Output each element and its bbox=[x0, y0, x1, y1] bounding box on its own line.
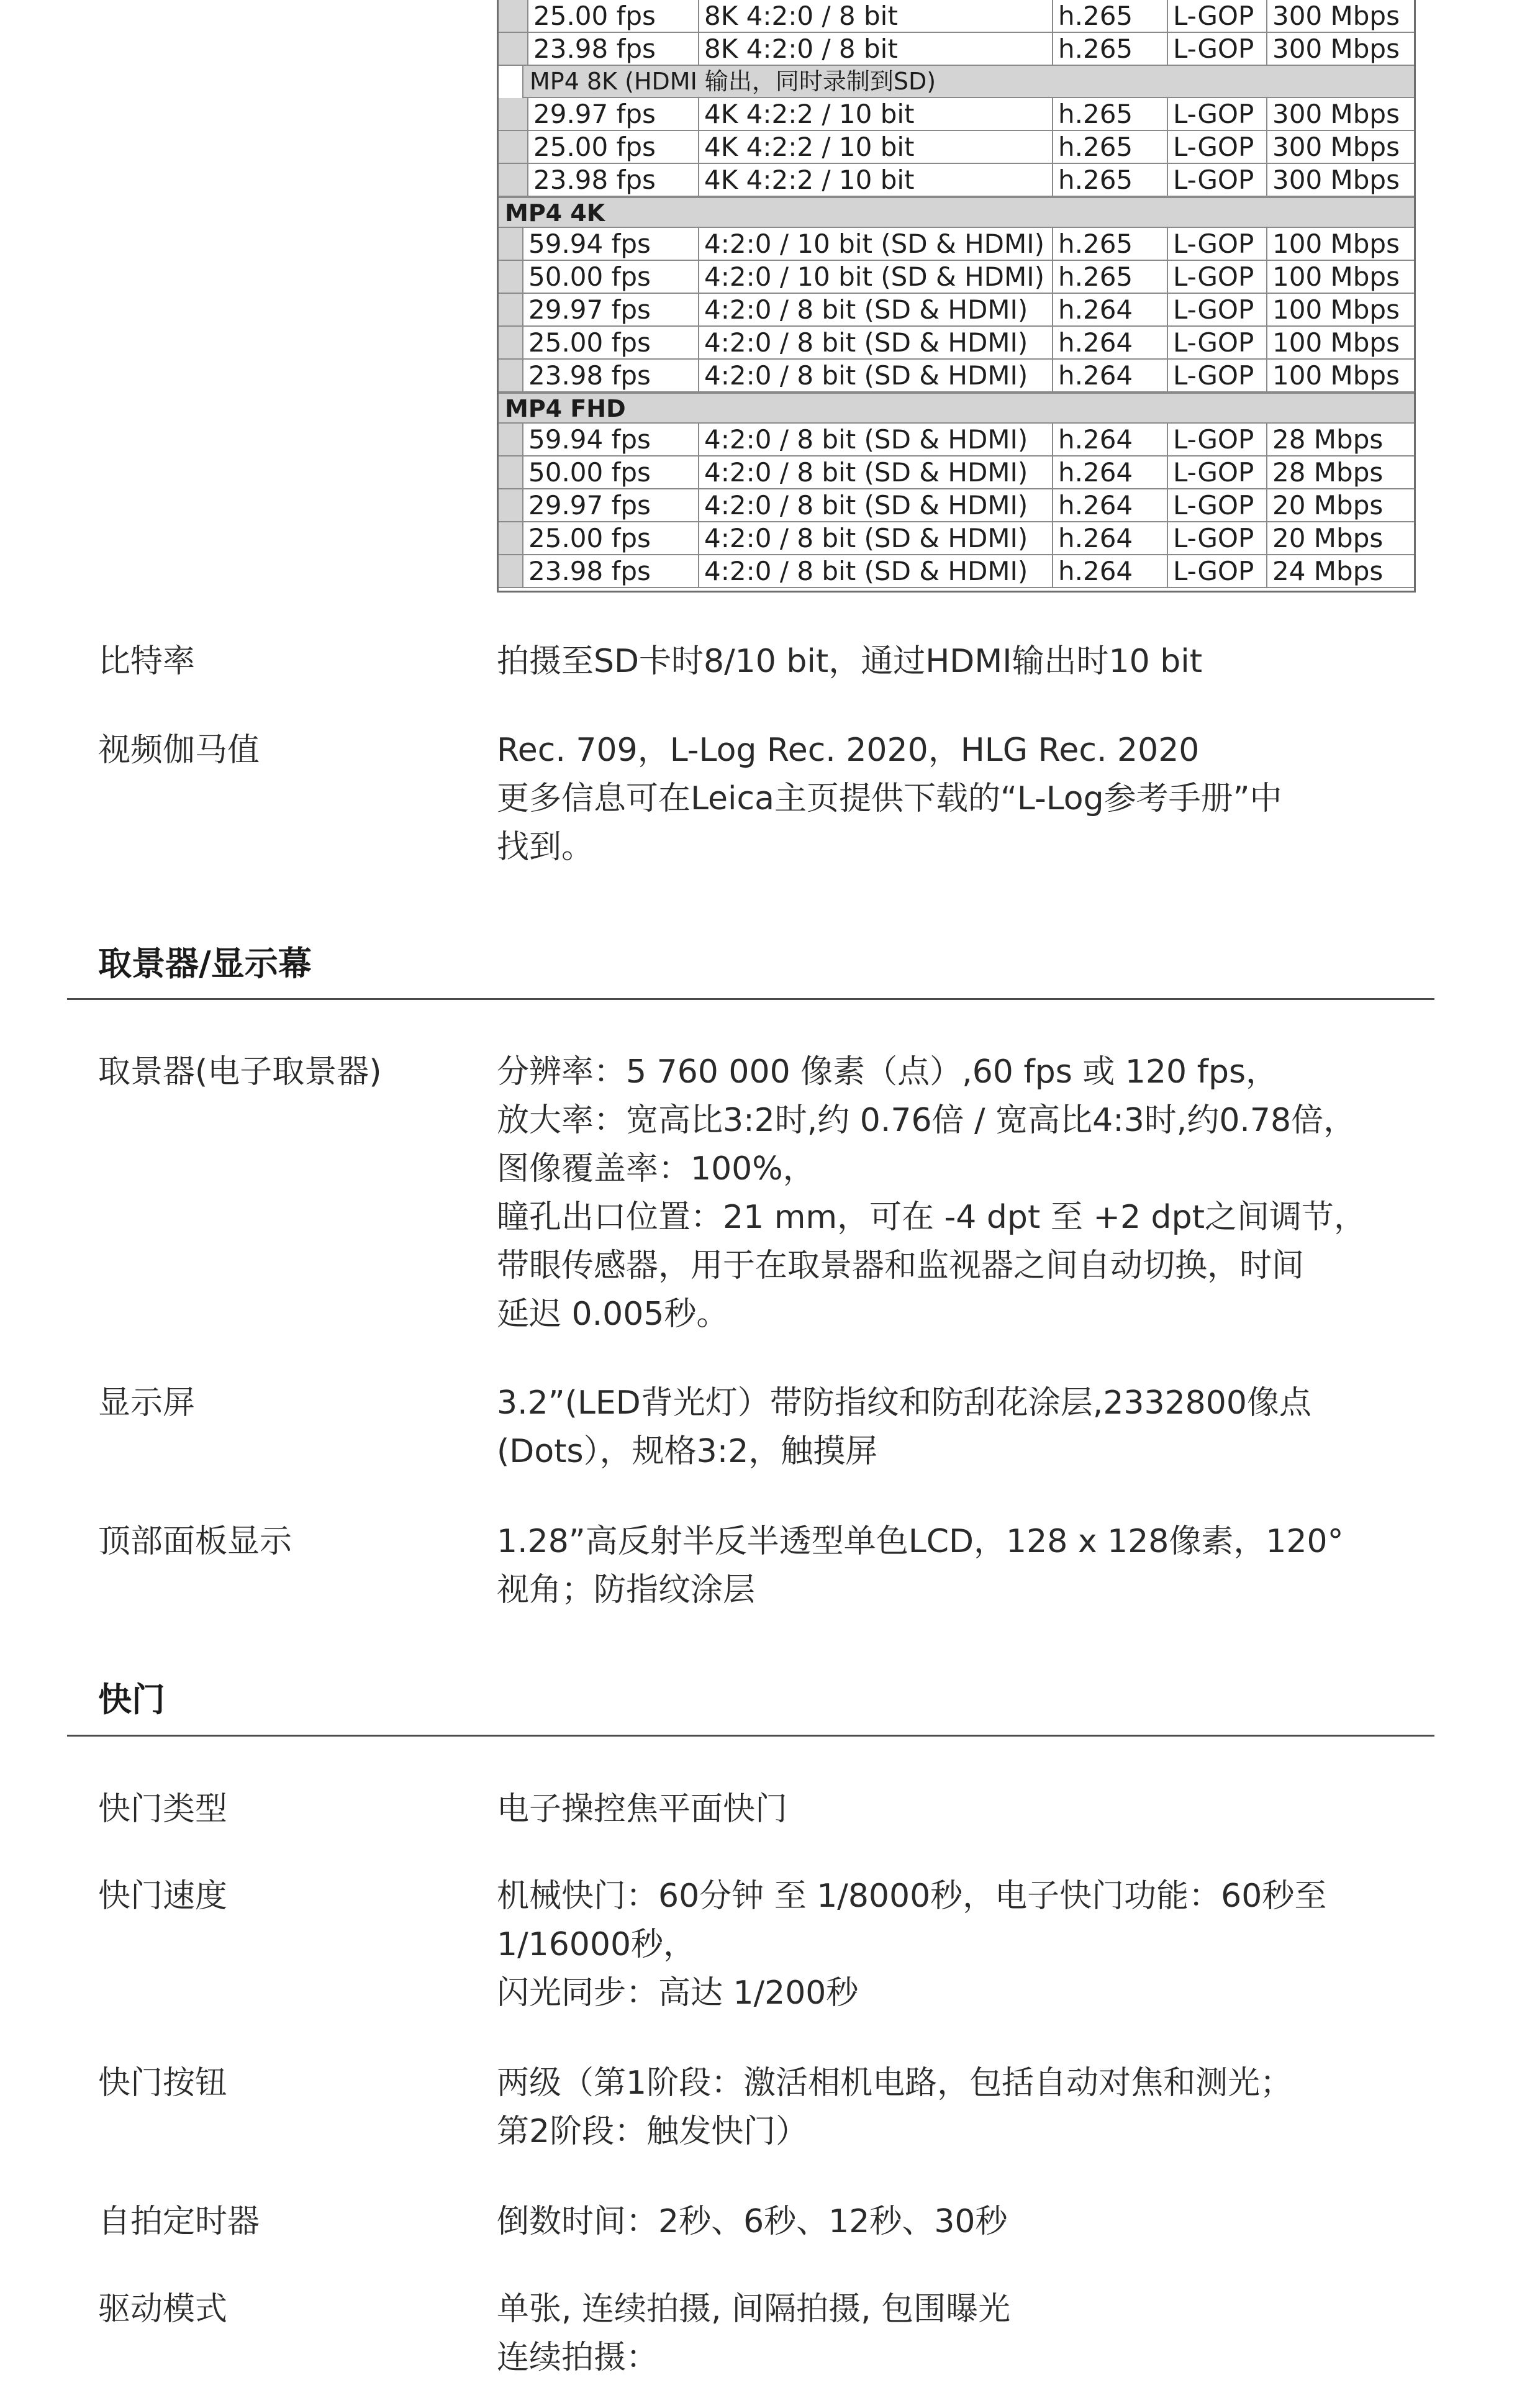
table-cell-fps: 29.97 fps bbox=[522, 294, 698, 325]
table-row-indent bbox=[499, 457, 522, 488]
table-row-indent bbox=[499, 131, 527, 163]
spec-label-shutter-speed: 快门速度 bbox=[98, 1878, 228, 1915]
spec-value-line: 带眼传感器，用于在取景器和监视器之间自动切换，时间 bbox=[497, 1247, 1305, 1284]
table-cell-codec: h.264 bbox=[1052, 327, 1167, 358]
spec-value-line: (Dots），规格3:2，触摸屏 bbox=[497, 1433, 878, 1470]
table-cell-codec: h.264 bbox=[1052, 522, 1167, 554]
table-cell-format: 8K 4:2:0 / 8 bit bbox=[698, 33, 1052, 65]
table-cell-bitrate: 20 Mbps bbox=[1266, 522, 1414, 554]
table-cell-codec: h.265 bbox=[1052, 228, 1167, 260]
spec-value-display bbox=[497, 1379, 1441, 1476]
table-row bbox=[499, 164, 1414, 197]
table-group-4k-rows bbox=[499, 228, 1414, 393]
spec-label-top-display: 顶部面板显示 bbox=[98, 1523, 292, 1560]
table-cell-format: 4:2:0 / 8 bit (SD & HDMI) bbox=[698, 457, 1052, 488]
table-cell-format: 4:2:0 / 8 bit (SD & HDMI) bbox=[698, 522, 1052, 554]
table-cell-bitrate: 28 Mbps bbox=[1266, 457, 1414, 488]
table-cell-bitrate: 300 Mbps bbox=[1266, 98, 1414, 130]
table-cell-codec: h.264 bbox=[1052, 360, 1167, 391]
table-cell-codec: h.264 bbox=[1052, 424, 1167, 455]
table-row bbox=[499, 457, 1414, 489]
spec-label-gamma: 视频伽马值 bbox=[98, 732, 260, 769]
table-cell-gop: L-GOP bbox=[1167, 131, 1266, 163]
table-row-indent bbox=[499, 294, 522, 325]
table-cell-codec: h.265 bbox=[1052, 261, 1167, 293]
table-cell-gop: L-GOP bbox=[1167, 555, 1266, 587]
table-cell-fps: 23.98 fps bbox=[527, 33, 698, 65]
table-row-indent bbox=[499, 522, 522, 554]
table-row-indent bbox=[499, 98, 527, 130]
spec-label-shutter-type: 快门类型 bbox=[98, 1791, 228, 1828]
table-cell-fps: 50.00 fps bbox=[522, 261, 698, 293]
section-title-shutter: 快门 bbox=[98, 1680, 165, 1719]
spec-value-line: 分辨率：5 760 000 像素（点）,60 fps 或 120 fps， bbox=[497, 1053, 1279, 1091]
table-cell-bitrate: 100 Mbps bbox=[1266, 294, 1414, 325]
table-group-title-fhd: MP4 FHD bbox=[499, 393, 1414, 424]
table-cell-fps: 25.00 fps bbox=[522, 327, 698, 358]
spec-label-drive-mode: 驱动模式 bbox=[98, 2291, 228, 2328]
spec-value-line: 视角；防指纹涂层 bbox=[497, 1571, 756, 1609]
table-row-indent bbox=[499, 489, 522, 521]
spec-value-bitrate bbox=[497, 637, 1441, 686]
spec-value-line: 瞳孔出口位置：21 mm，可在 -4 dpt 至 +2 dpt之间调节， bbox=[497, 1199, 1366, 1236]
table-row bbox=[499, 555, 1414, 588]
table-cell-bitrate: 100 Mbps bbox=[1266, 228, 1414, 260]
table-cell-gop: L-GOP bbox=[1167, 522, 1266, 554]
table-row bbox=[499, 522, 1414, 555]
table-cell-gop: L-GOP bbox=[1167, 294, 1266, 325]
table-cell-fps: 29.97 fps bbox=[522, 489, 698, 521]
table-cell-codec: h.264 bbox=[1052, 489, 1167, 521]
table-row bbox=[499, 98, 1414, 131]
spec-label-shutter-button: 快门按钮 bbox=[98, 2065, 228, 2102]
spec-value-line: 延迟 0.005秒。 bbox=[497, 1296, 729, 1333]
table-row-indent bbox=[499, 228, 522, 260]
spec-value-gamma bbox=[497, 726, 1441, 871]
table-cell-format: 4:2:0 / 8 bit (SD & HDMI) bbox=[698, 489, 1052, 521]
table-cell-codec: h.265 bbox=[1052, 0, 1167, 32]
table-cell-format: 4:2:0 / 10 bit (SD & HDMI) bbox=[698, 228, 1052, 260]
table-row-indent bbox=[499, 164, 527, 196]
table-cell-fps: 59.94 fps bbox=[522, 228, 698, 260]
table-cell-codec: h.265 bbox=[1052, 131, 1167, 163]
spec-value-top-display bbox=[497, 1517, 1441, 1614]
table-row bbox=[499, 33, 1414, 66]
table-cell-gop: L-GOP bbox=[1167, 0, 1266, 32]
spec-value-drive-mode bbox=[497, 2285, 1441, 2382]
spec-value-line: 机械快门：60分钟 至 1/8000秒，电子快门功能：60秒至 bbox=[497, 1878, 1327, 1915]
table-cell-bitrate: 100 Mbps bbox=[1266, 261, 1414, 293]
table-cell-codec: h.265 bbox=[1052, 98, 1167, 130]
table-row-indent bbox=[499, 327, 522, 358]
table-row-indent bbox=[499, 360, 522, 391]
table-row bbox=[499, 228, 1414, 261]
table-row bbox=[499, 0, 1414, 33]
table-cell-format: 4:2:0 / 8 bit (SD & HDMI) bbox=[698, 424, 1052, 455]
table-cell-bitrate: 300 Mbps bbox=[1266, 164, 1414, 196]
table-cell-gop: L-GOP bbox=[1167, 164, 1266, 196]
spec-value-line: 1.28”高反射半反半透型单色LCD，128 x 128像素，120° bbox=[497, 1523, 1344, 1560]
spec-label-display: 显示屏 bbox=[98, 1384, 196, 1422]
spec-value-line: 拍摄至SD卡时8/10 bit，通过HDMI输出时10 bit bbox=[497, 643, 1203, 680]
table-cell-bitrate: 300 Mbps bbox=[1266, 33, 1414, 65]
spec-value-line: 倒数时间：2秒、6秒、12秒、30秒 bbox=[497, 2203, 1008, 2240]
table-cell-gop: L-GOP bbox=[1167, 327, 1266, 358]
table-row bbox=[499, 261, 1414, 294]
table-group-8k-hdmi-rows bbox=[499, 98, 1414, 197]
table-cell-gop: L-GOP bbox=[1167, 33, 1266, 65]
table-cell-bitrate: 20 Mbps bbox=[1266, 489, 1414, 521]
table-cell-gop: L-GOP bbox=[1167, 261, 1266, 293]
table-cell-fps: 23.98 fps bbox=[522, 360, 698, 391]
table-cell-format: 4K 4:2:2 / 10 bit bbox=[698, 131, 1052, 163]
table-cell-codec: h.265 bbox=[1052, 164, 1167, 196]
table-cell-gop: L-GOP bbox=[1167, 424, 1266, 455]
table-cell-codec: h.265 bbox=[1052, 33, 1167, 65]
table-row bbox=[499, 489, 1414, 522]
table-cell-format: 4:2:0 / 8 bit (SD & HDMI) bbox=[698, 294, 1052, 325]
spec-value-line: 电子操控焦平面快门 bbox=[497, 1791, 788, 1828]
spec-value-line: 3.2”(LED背光灯）带防指纹和防刮花涂层,2332800像点 bbox=[497, 1384, 1311, 1422]
table-cell-fps: 29.97 fps bbox=[527, 98, 698, 130]
table-cell-fps: 23.98 fps bbox=[522, 555, 698, 587]
table-cell-fps: 25.00 fps bbox=[522, 522, 698, 554]
table-cell-bitrate: 100 Mbps bbox=[1266, 327, 1414, 358]
spec-value-self-timer bbox=[497, 2197, 1441, 2246]
spec-value-line: 闪光同步：高达 1/200秒 bbox=[497, 1974, 859, 2012]
spec-value-line: 图像覆盖率：100%， bbox=[497, 1150, 815, 1188]
section-divider bbox=[67, 1735, 1434, 1737]
table-cell-gop: L-GOP bbox=[1167, 360, 1266, 391]
spec-value-shutter-speed bbox=[497, 1872, 1441, 2017]
video-format-table bbox=[497, 0, 1416, 593]
spec-label-evf: 取景器(电子取景器) bbox=[98, 1053, 382, 1091]
table-cell-fps: 25.00 fps bbox=[527, 0, 698, 32]
table-cell-codec: h.264 bbox=[1052, 294, 1167, 325]
spec-value-line: 找到。 bbox=[497, 829, 594, 866]
table-cell-bitrate: 28 Mbps bbox=[1266, 424, 1414, 455]
spec-value-evf bbox=[497, 1048, 1441, 1338]
table-cell-format: 8K 4:2:0 / 8 bit bbox=[698, 0, 1052, 32]
table-cell-format: 4:2:0 / 10 bit (SD & HDMI) bbox=[698, 261, 1052, 293]
table-cell-bitrate: 100 Mbps bbox=[1266, 360, 1414, 391]
table-cell-fps: 59.94 fps bbox=[522, 424, 698, 455]
table-cell-bitrate: 300 Mbps bbox=[1266, 0, 1414, 32]
table-cell-codec: h.264 bbox=[1052, 555, 1167, 587]
table-cell-format: 4:2:0 / 8 bit (SD & HDMI) bbox=[698, 555, 1052, 587]
table-cell-gop: L-GOP bbox=[1167, 98, 1266, 130]
table-row bbox=[499, 294, 1414, 327]
table-cell-bitrate: 24 Mbps bbox=[1266, 555, 1414, 587]
spec-value-shutter-button bbox=[497, 2059, 1441, 2156]
spec-value-line: 1/16000秒， bbox=[497, 1926, 696, 1963]
table-subgroup-title: MP4 8K (HDMI 输出，同时录制到SD) bbox=[522, 66, 1414, 98]
table-cell-format: 4K 4:2:2 / 10 bit bbox=[698, 164, 1052, 196]
section-divider bbox=[67, 998, 1434, 1000]
table-group-title-4k: MP4 4K bbox=[499, 197, 1414, 228]
table-row-indent bbox=[499, 261, 522, 293]
table-cell-format: 4K 4:2:2 / 10 bit bbox=[698, 98, 1052, 130]
table-group-fhd-rows bbox=[499, 424, 1414, 588]
spec-label-self-timer: 自拍定时器 bbox=[98, 2203, 260, 2240]
spec-label-bitrate: 比特率 bbox=[98, 643, 196, 680]
table-cell-fps: 50.00 fps bbox=[522, 457, 698, 488]
table-row bbox=[499, 327, 1414, 360]
spec-value-line: 第2阶段：触发快门） bbox=[497, 2113, 808, 2150]
spec-value-line: Rec. 709，L-Log Rec. 2020，HLG Rec. 2020 bbox=[497, 732, 1200, 769]
table-cell-fps: 23.98 fps bbox=[527, 164, 698, 196]
table-row-indent bbox=[499, 0, 527, 32]
section-title-viewfinder: 取景器/显示幕 bbox=[98, 944, 312, 983]
table-cell-gop: L-GOP bbox=[1167, 457, 1266, 488]
table-cell-gop: L-GOP bbox=[1167, 489, 1266, 521]
table-group-8k-rows bbox=[499, 0, 1414, 66]
spec-value-shutter-type bbox=[497, 1785, 1441, 1833]
table-cell-format: 4:2:0 / 8 bit (SD & HDMI) bbox=[698, 360, 1052, 391]
table-row-indent bbox=[499, 424, 522, 455]
spec-value-line: 两级（第1阶段：激活相机电路，包括自动对焦和测光； bbox=[497, 2065, 1293, 2102]
spec-value-line: 放大率：宽高比3:2时,约 0.76倍 / 宽高比4:3时,约0.78倍， bbox=[497, 1102, 1356, 1139]
table-cell-gop: L-GOP bbox=[1167, 228, 1266, 260]
table-row-indent bbox=[499, 33, 527, 65]
table-cell-bitrate: 300 Mbps bbox=[1266, 131, 1414, 163]
spec-value-line: 单张, 连续拍摄, 间隔拍摄, 包围曝光 bbox=[497, 2291, 1011, 2328]
table-row bbox=[499, 424, 1414, 457]
table-row bbox=[499, 360, 1414, 393]
spec-value-line: 更多信息可在Leica主页提供下载的“L-Log参考手册”中 bbox=[497, 780, 1282, 817]
table-row-indent bbox=[499, 555, 522, 587]
table-cell-fps: 25.00 fps bbox=[527, 131, 698, 163]
table-cell-format: 4:2:0 / 8 bit (SD & HDMI) bbox=[698, 327, 1052, 358]
table-cell-codec: h.264 bbox=[1052, 457, 1167, 488]
table-row bbox=[499, 131, 1414, 164]
spec-value-line: 连续拍摄： bbox=[497, 2339, 659, 2376]
